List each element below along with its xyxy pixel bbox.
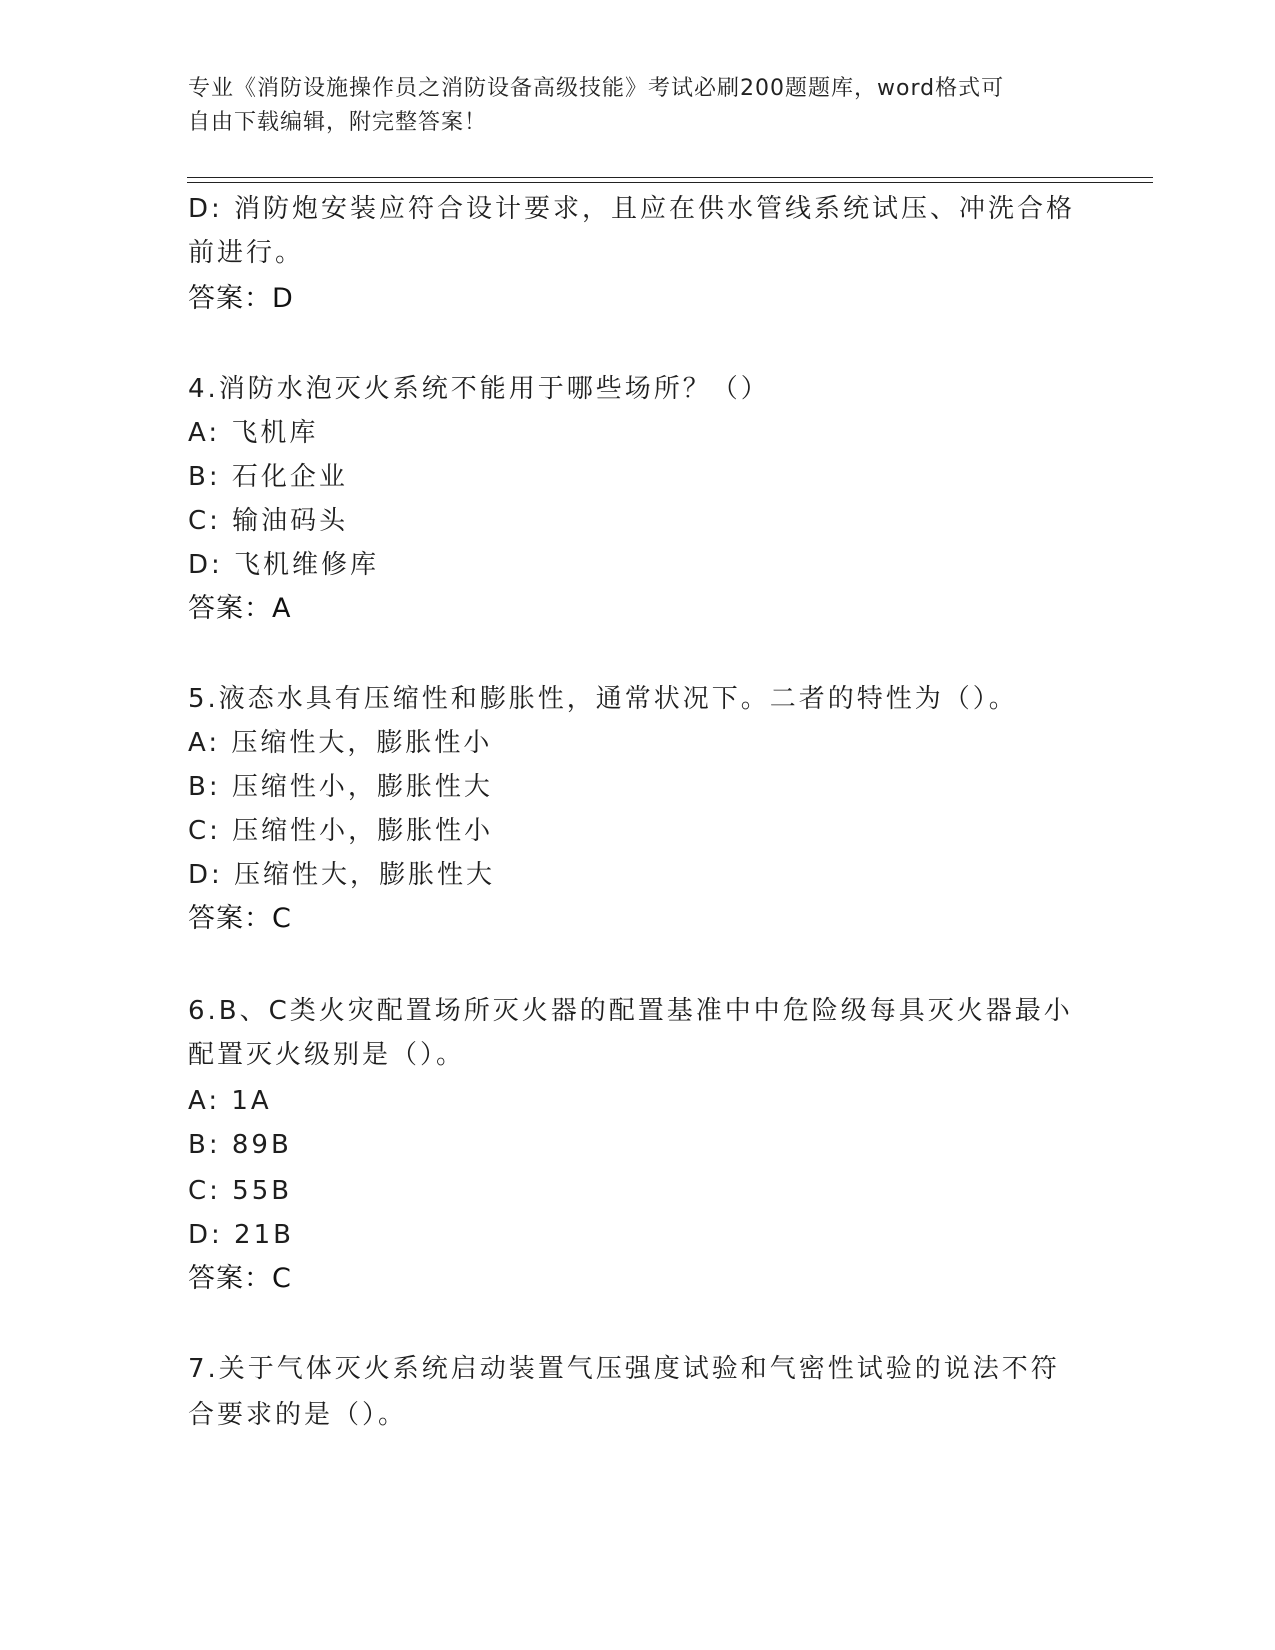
q5-option-d: D: 压缩性大，膨胀性大 [188,860,496,890]
q6-option-b: B: 89B [188,1130,292,1160]
q4-question: 4.消防水泡灭火系统不能用于哪些场所？（） [188,374,770,404]
q5-answer: 答案：C [188,903,292,934]
q3-option-d-line-1: D: 消防炮安装应符合设计要求，且应在供水管线系统试压、冲洗合格 [188,194,1076,224]
q6-answer: 答案：C [188,1263,292,1294]
q6-option-a: A: 1A [188,1086,272,1116]
q4-answer: 答案：A [188,593,292,624]
q5-option-a: A: 压缩性大，膨胀性小 [188,728,493,758]
q5-option-c: C: 压缩性小，膨胀性小 [188,816,494,846]
q6-question-line-1: 6.B、C类火灾配置场所灭火器的配置基准中中危险级每具灭火器最小 [188,996,1073,1026]
q5-question: 5.液态水具有压缩性和膨胀性，通常状况下。二者的特性为（）。 [188,684,1018,714]
q7-question-line-2: 合要求的是（）。 [188,1400,408,1430]
header-divider-top [187,177,1153,178]
q6-option-c: C: 55B [188,1176,293,1206]
q5-option-b: B: 压缩性小，膨胀性大 [188,772,493,802]
header-divider-bottom [187,182,1153,183]
q7-question-line-1: 7.关于气体灭火系统启动装置气压强度试验和气密性试验的说法不符 [188,1354,1060,1384]
document-header [188,72,1068,140]
header-line-2: 自由下载编辑，附完整答案！ [188,110,488,135]
q4-option-a: A: 飞机库 [188,418,319,448]
q3-answer: 答案：D [188,283,294,314]
q4-option-d: D: 飞机维修库 [188,550,380,580]
q6-question-line-2: 配置灭火级别是（）。 [188,1040,466,1070]
q6-option-d: D: 21B [188,1220,294,1250]
q4-option-b: B: 石化企业 [188,462,348,492]
q4-option-c: C: 输油码头 [188,506,349,536]
header-line-1: 专业《消防设施操作员之消防设备高级技能》考试必刷200题题库，word格式可 [188,76,1005,101]
q3-option-d-line-2: 前进行。 [188,238,305,268]
